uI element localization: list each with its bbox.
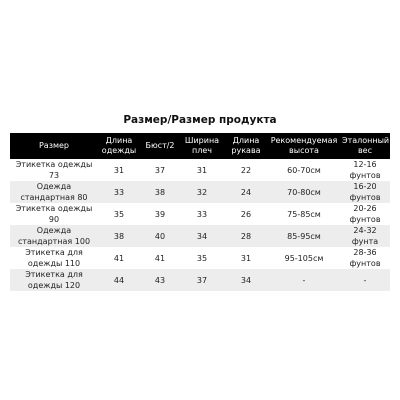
cell-size: Этикетка одежды 90 [10, 203, 98, 225]
cell-bust: 41 [140, 247, 180, 269]
header-shoulder: Ширина плеч [180, 133, 224, 159]
table-row [10, 225, 390, 247]
table-row [10, 269, 390, 291]
cell-weight: 20-26 фунтов [340, 203, 390, 225]
cell-size: Одежда стандартная 80 [10, 181, 98, 203]
header-sleeve: Длина рукава [224, 133, 268, 159]
cell-shoulder: 31 [180, 159, 224, 181]
cell-sleeve: 26 [224, 203, 268, 225]
table-row [10, 247, 390, 269]
cell-weight: 12-16 фунтов [340, 159, 390, 181]
cell-height: 75-85см [268, 203, 340, 225]
cell-sleeve: 28 [224, 225, 268, 247]
cell-height: 70-80см [268, 181, 340, 203]
cell-length: 31 [98, 159, 140, 181]
cell-length: 35 [98, 203, 140, 225]
cell-height: 60-70см [268, 159, 340, 181]
cell-length: 38 [98, 225, 140, 247]
cell-weight: - [340, 269, 390, 291]
header-size: Размер [10, 133, 98, 159]
cell-shoulder: 32 [180, 181, 224, 203]
size-table [10, 133, 390, 291]
cell-height: 95-105см [268, 247, 340, 269]
cell-length: 44 [98, 269, 140, 291]
cell-sleeve: 22 [224, 159, 268, 181]
cell-weight: 28-36 фунтов [340, 247, 390, 269]
cell-size: Одежда стандартная 100 [10, 225, 98, 247]
cell-height: - [268, 269, 340, 291]
cell-size: Этикетка для одежды 120 [10, 269, 98, 291]
cell-bust: 39 [140, 203, 180, 225]
cell-bust: 38 [140, 181, 180, 203]
cell-length: 33 [98, 181, 140, 203]
cell-shoulder: 35 [180, 247, 224, 269]
cell-shoulder: 37 [180, 269, 224, 291]
cell-length: 41 [98, 247, 140, 269]
table-row [10, 159, 390, 181]
cell-weight: 24-32 фунта [340, 225, 390, 247]
table-row [10, 203, 390, 225]
cell-height: 85-95см [268, 225, 340, 247]
table-header-row [10, 133, 390, 159]
table-row [10, 181, 390, 203]
header-length: Длина одежды [98, 133, 140, 159]
cell-weight: 16-20 фунтов [340, 181, 390, 203]
cell-bust: 37 [140, 159, 180, 181]
cell-sleeve: 31 [224, 247, 268, 269]
cell-size: Этикетка для одежды 110 [10, 247, 98, 269]
cell-shoulder: 34 [180, 225, 224, 247]
header-bust: Бюст/2 [140, 133, 180, 159]
header-height: Рекомендуемая высота [268, 133, 340, 159]
table-title: Размер/Размер продукта [123, 114, 277, 126]
cell-bust: 40 [140, 225, 180, 247]
cell-sleeve: 34 [224, 269, 268, 291]
cell-bust: 43 [140, 269, 180, 291]
header-weight: Эталонный вес [340, 133, 390, 159]
cell-size: Этикетка одежды 73 [10, 159, 98, 181]
cell-sleeve: 24 [224, 181, 268, 203]
cell-shoulder: 33 [180, 203, 224, 225]
